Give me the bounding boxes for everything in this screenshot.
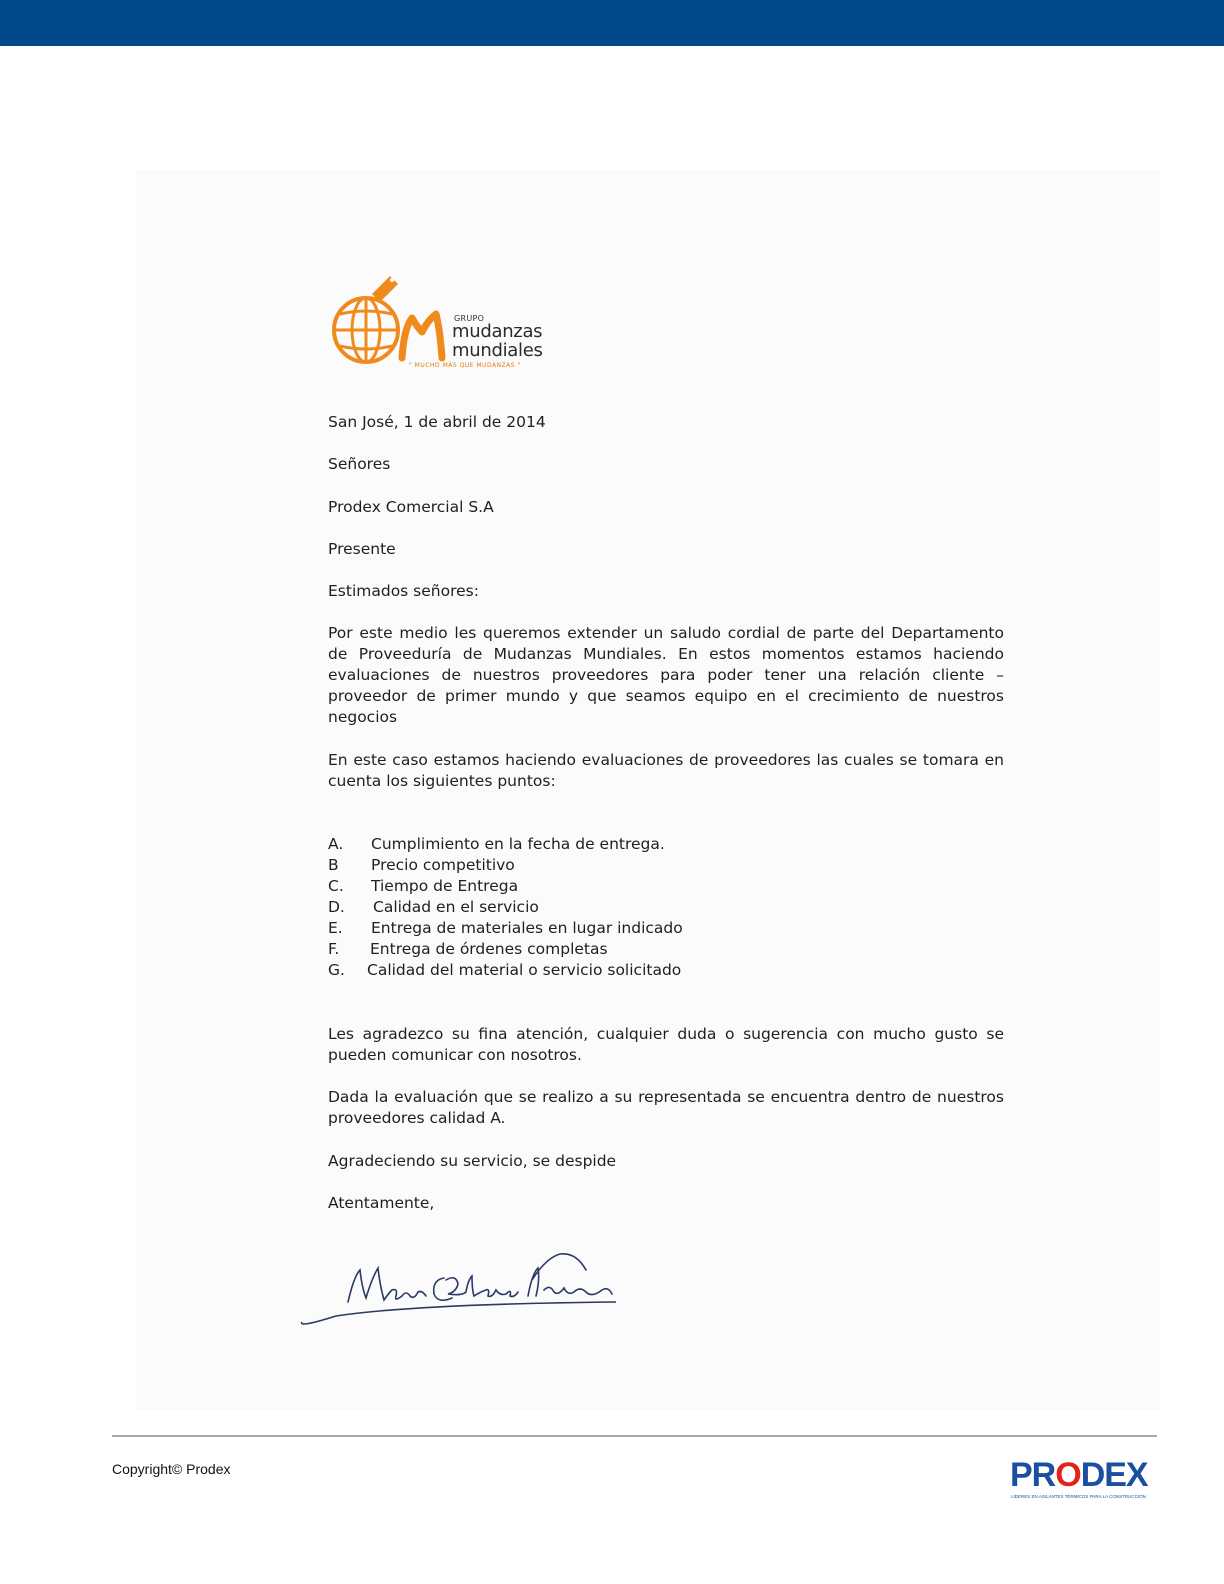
prodex-wordmark	[1010, 1457, 1148, 1493]
prodex-wordmark-dex: DEX	[1080, 1456, 1148, 1494]
letter-paragraph-4: Dada la evaluación que se realizo a su representada se encuentra dentro de nuestros proveedores calidad A.	[328, 1088, 1004, 1127]
logo-mudanzas-text: mudanzas	[452, 321, 543, 342]
footer-copyright: Copyright© Prodex	[112, 1461, 231, 1477]
letter-date: San José, 1 de abril de 2014	[328, 413, 546, 431]
letter-paragraph-2: En este caso estamos haciendo evaluaciones de proveedores las cuales se tomara en cuenta los siguientes puntos:	[328, 751, 1004, 790]
prodex-logo	[1010, 1457, 1160, 1503]
mudanzas-mundiales-logo	[332, 270, 562, 380]
footer-divider	[112, 1435, 1157, 1437]
letter-greeting: Estimados señores:	[328, 582, 479, 600]
list-item	[328, 960, 1004, 981]
list-item-letter: G.	[328, 961, 345, 979]
list-item-text: Entrega de materiales en lugar indicado	[371, 919, 683, 937]
logo-tagline: " MUCHO MÁS QUE MUDANZAS "	[409, 362, 521, 369]
list-item	[328, 897, 1004, 918]
list-item-text: Entrega de órdenes completas	[370, 940, 608, 958]
letter-paragraph-3: Les agradezco su fina atención, cualquier duda o sugerencia con mucho gusto se pueden comunicar con nosotros.	[328, 1025, 1004, 1064]
logo-mundiales-text: mundiales	[452, 340, 543, 361]
prodex-wordmark-o: O	[1055, 1456, 1081, 1494]
letter-recipient-company: Prodex Comercial S.A	[328, 498, 494, 516]
list-item-text: Tiempo de Entrega	[371, 877, 519, 895]
list-item-letter: F.	[328, 940, 340, 958]
letter-closing: Atentamente,	[328, 1194, 435, 1212]
list-item	[328, 918, 1004, 939]
letter-paragraph-1: Por este medio les queremos extender un saludo cordial de parte del Departamento de Proveeduría de Mudanzas Mundiales. En estos momentos estamos haciendo evaluaciones de nuestros proveedores para poder tener una relación cliente – proveedor de primer mundo y que seamos equipo en el crecimiento de nuestros negocios	[328, 624, 1004, 726]
list-item-text: Cumplimiento en la fecha de entrega.	[371, 835, 665, 853]
list-item	[328, 855, 1004, 876]
list-item-text: Calidad en el servicio	[373, 898, 539, 916]
list-item-text: Precio competitivo	[371, 856, 515, 874]
letter-presente: Presente	[328, 540, 396, 558]
list-item-letter: A.	[328, 835, 344, 853]
letter-salutation: Señores	[328, 455, 391, 473]
list-item	[328, 834, 1004, 855]
letter-farewell: Agradeciendo su servicio, se despide	[328, 1152, 617, 1170]
list-item-letter: E.	[328, 919, 343, 937]
prodex-wordmark-pr: PR	[1010, 1456, 1056, 1494]
logo-grupo-text: GRUPO	[454, 314, 485, 323]
list-item-text: Calidad del material o servicio solicitado	[367, 961, 682, 979]
list-item	[328, 939, 1004, 960]
prodex-tagline: LÍDERES EN AISLANTES TÉRMICOS PARA LA CONSTRUCCIÓN	[1011, 1494, 1146, 1499]
top-header-band	[0, 0, 1224, 46]
list-item	[328, 876, 1004, 897]
handwritten-signature	[296, 1240, 626, 1335]
list-item-letter: D.	[328, 898, 345, 916]
list-item-letter: C.	[328, 877, 344, 895]
list-item-letter: B	[328, 856, 339, 874]
globe-with-tag-icon	[332, 270, 452, 370]
